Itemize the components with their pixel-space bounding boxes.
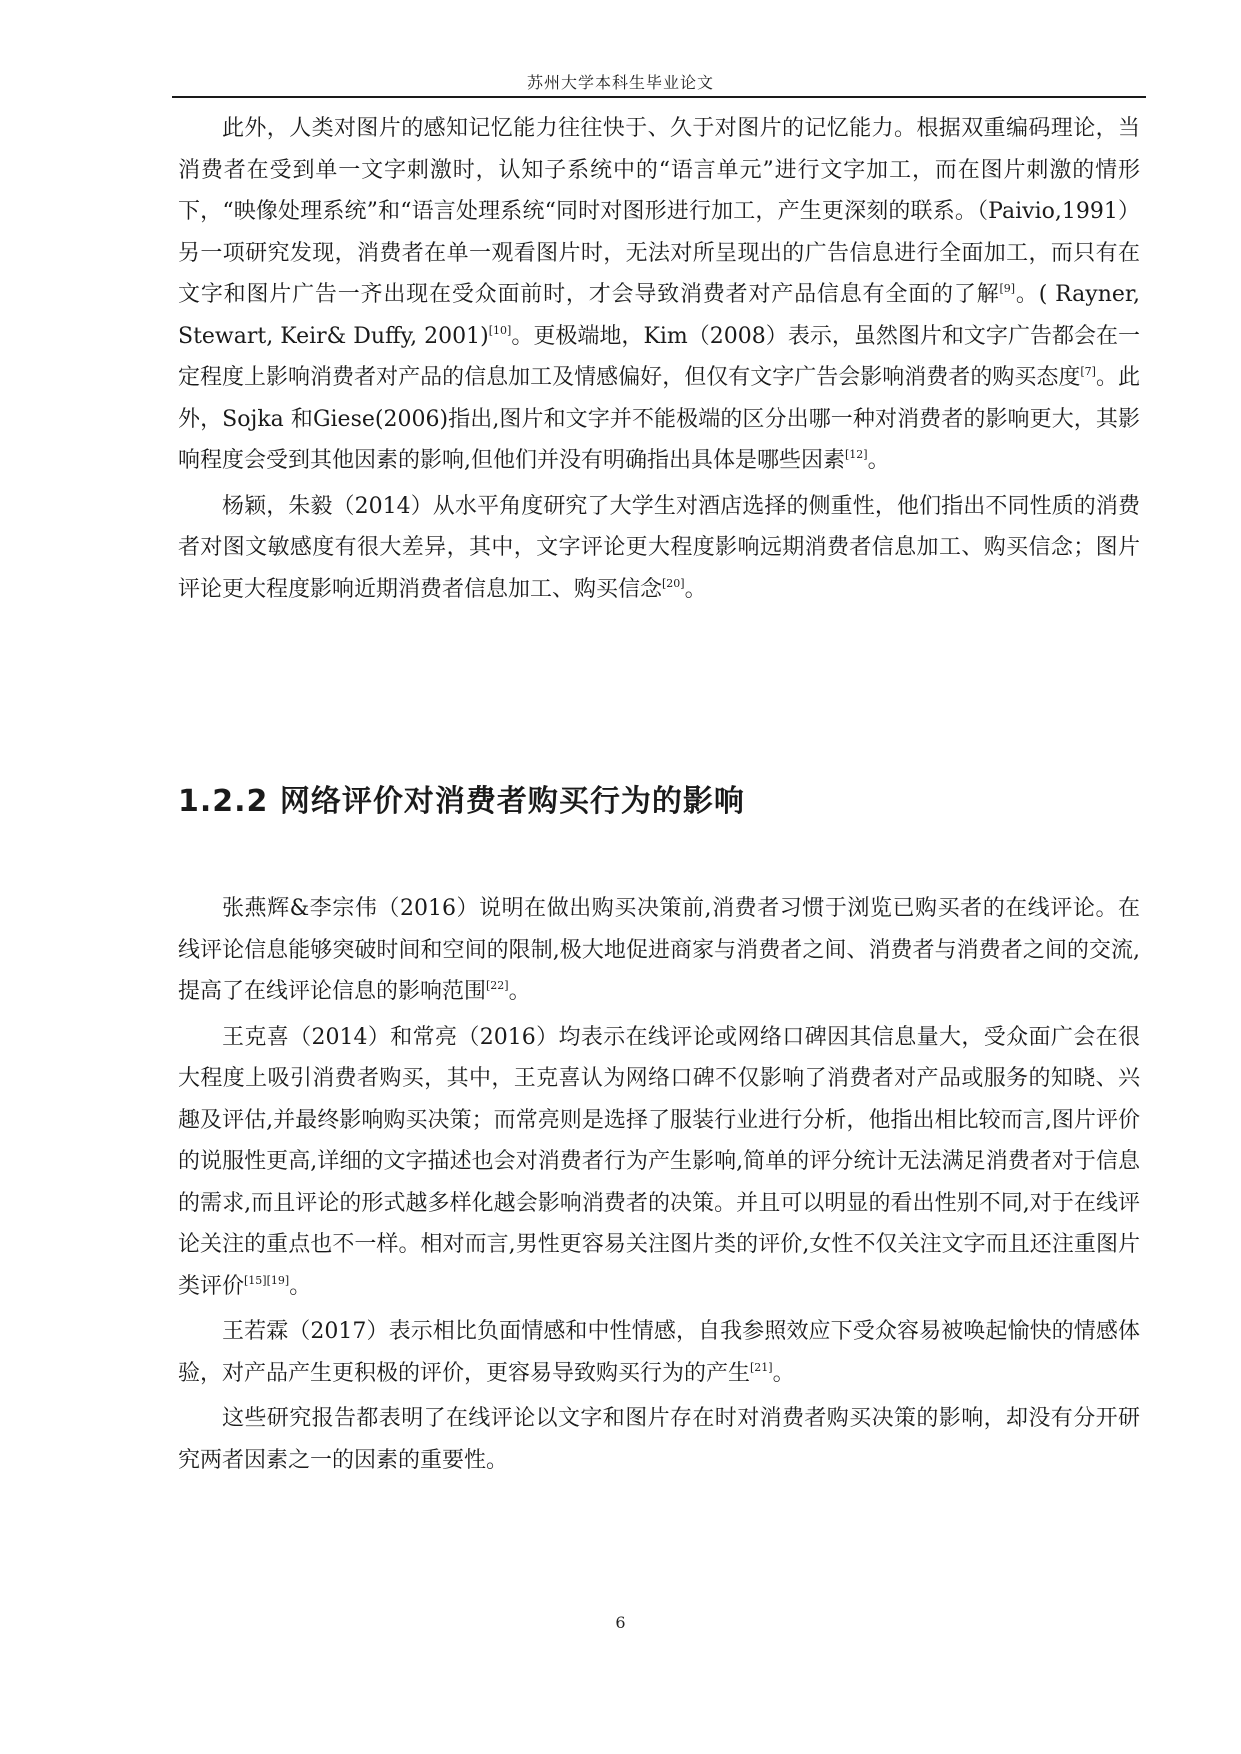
section-body-1 (178, 108, 1140, 614)
paragraph-text: 。 (772, 1360, 795, 1386)
paragraph-text: 张燕辉&李宗伟（2016）说明在做出购买决策前,消费者习惯于浏览已购买者的在线评论。在线评论信息能够突破时间和空间的限制,极大地促进商家与消费者之间、消费者与消费者之间的交流,提高了在线评论信息的影响范围 (178, 896, 1140, 1004)
paragraph (178, 1398, 1140, 1481)
paragraph-text: 此外，人类对图片的感知记忆能力往往快于、久于对图片的记忆能力。根据双重编码理论，当消费者在受到单一文字刺激时，认知子系统中的“语言单元”进行文字加工，而在图片刺激的情形下，“映像处理系统”和“语言处理系统“同时对图形进行加工，产生更深刻的联系。（Paivio,1991）另一项研究发现，消费者在单一观看图片时，无法对所呈现出的广告信息进行全面加工，而只有在文字和图片广告一齐出现在受众面前时，才会导致消费者对产品信息有全面的了解 (178, 116, 1140, 307)
paragraph-text: 这些研究报告都表明了在线评论以文字和图片存在时对消费者购买决策的影响，却没有分开研究两者因素之一的因素的重要性。 (178, 1406, 1140, 1473)
paragraph-text: 王若霖（2017）表示相比负面情感和中性情感，自我参照效应下受众容易被唤起愉快的情感体验，对产品产生更积极的评价，更容易导致购买行为的产生 (178, 1319, 1140, 1386)
paragraph-text: 。此外，Sojka 和Giese(2006)指出,图片和文字并不能极端的区分出哪一种对消费者的影响更大，其影响程度会受到其他因素的影响,但他们并没有明确指出具体是哪些因素 (178, 365, 1140, 473)
citation: [20] (662, 576, 685, 590)
running-header: 苏州大学本科生毕业论文 (526, 73, 714, 92)
paragraph (178, 1017, 1140, 1308)
paragraph-text: 。 (684, 576, 707, 602)
paragraph-text: 。更极端地，Kim（2008）表示，虽然图片和文字广告都会在一定程度上影响消费者对产品的信息加工及情感偏好，但仅有文字广告会影响消费者的购买态度 (178, 323, 1141, 390)
paragraph (178, 888, 1140, 1013)
paragraph (178, 486, 1140, 611)
citation: [21] (750, 1360, 773, 1374)
citation: [12] (845, 448, 868, 461)
citation: [7] (1080, 365, 1096, 378)
citation: [15][19] (244, 1273, 290, 1287)
page-number: 6 (615, 1613, 626, 1632)
citation: [10] (488, 323, 512, 337)
paragraph-text: 王克喜（2014）和常亮（2016）均表示在线评论或网络口碑因其信息量大，受众面广会在很大程度上吸引消费者购买，其中，王克喜认为网络口碑不仅影响了消费者对产品或服务的知晓、兴趣及评估,并最终影响购买决策；而常亮则是选择了服装行业进行分析，他指出相比较而言,图片评价的说服性更高,详细的文字描述也会对消费者行为产生影响,简单的评分统计无法满足消费者对于信息的需求,而且评论的形式越多样化越会影响消费者的决策。并且可以明显的看出性别不同,对于在线评论关注的重点也不一样。相对而言,男性更容易关注图片类的评价,女性不仅关注文字而且还注重图片类评价 (178, 1024, 1140, 1299)
paragraph-text: 。( Rayner, Stewart, Keir& Duffy, 2001) (178, 282, 1140, 349)
header-rule (172, 96, 1146, 98)
section-heading: 1.2.2 网络评价对消费者购买行为的影响 (178, 784, 745, 819)
citation: [9] (999, 282, 1016, 295)
paragraph-text: 。 (289, 1273, 312, 1299)
paragraph (178, 1311, 1140, 1394)
section-body-2 (178, 888, 1140, 1485)
paragraph-text: 杨颖，朱毅（2014）从水平角度研究了大学生对酒店选择的侧重性，他们指出不同性质的消费者对图文敏感度有很大差异，其中，文字评论更大程度影响远期消费者信息加工、购买信念；图片评论更大程度影响近期消费者信息加工、购买信念 (178, 493, 1140, 602)
citation: [22] (486, 979, 509, 992)
paragraph (178, 108, 1140, 482)
paragraph-text: 。 (867, 448, 890, 473)
paragraph-text: 。 (508, 979, 531, 1004)
